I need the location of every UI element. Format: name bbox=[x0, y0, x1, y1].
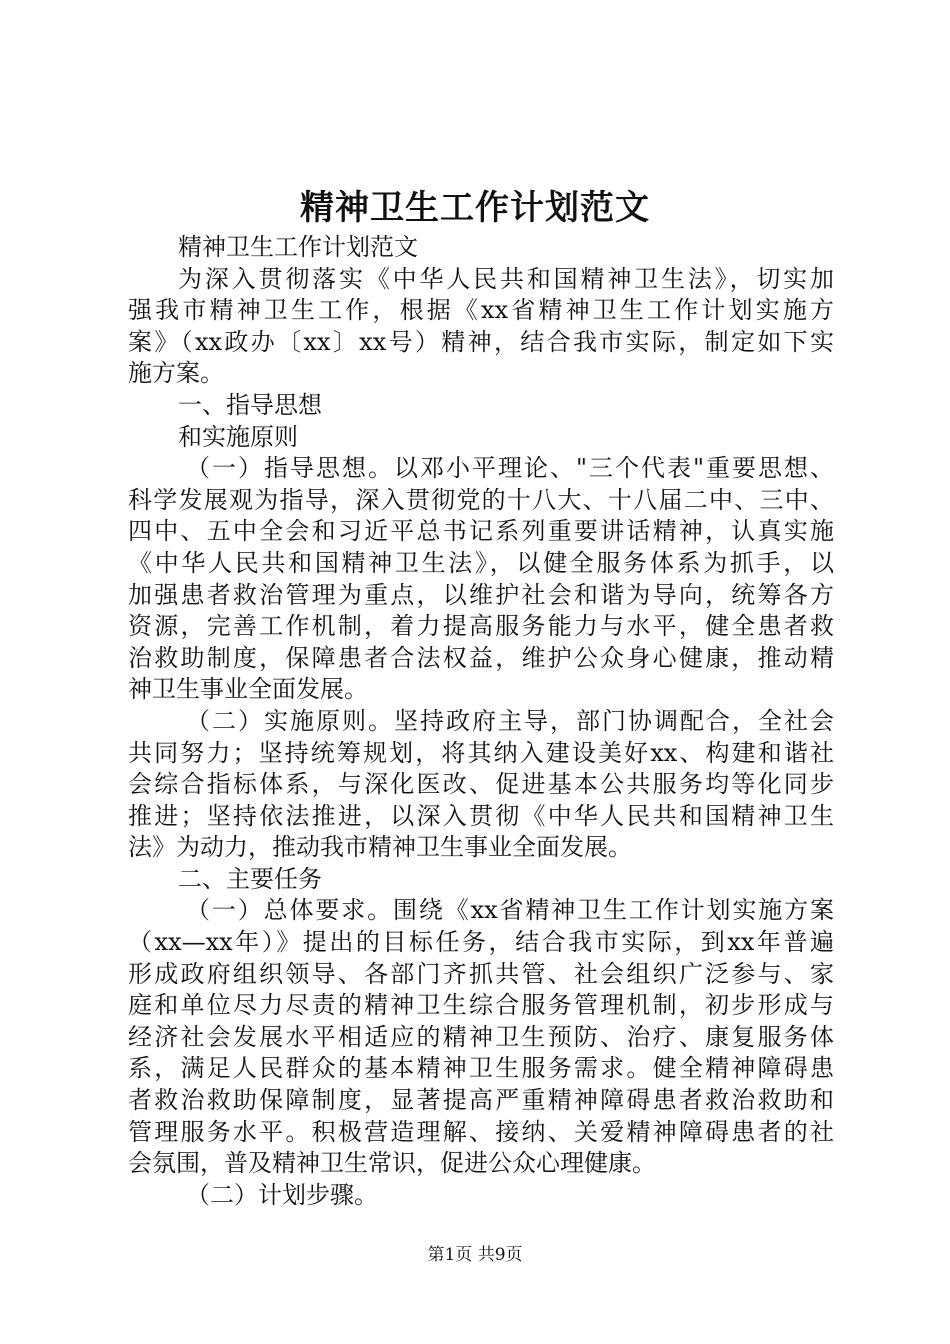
document-title: 精神卫生工作计划范文 bbox=[300, 188, 650, 228]
text-line: 会综合指标体系，与深化医改、促进基本公共服务均等化同步 bbox=[128, 770, 834, 799]
text-line: （一）总体要求。围绕《xx省精神卫生工作计划实施方案 bbox=[186, 896, 834, 925]
text-line: （二）计划步骤。 bbox=[186, 1180, 378, 1209]
text-line: 精神卫生工作计划范文 bbox=[178, 233, 418, 261]
text-line: 四中、五中全会和习近平总书记系列重要讲话精神，认真实施 bbox=[128, 517, 834, 546]
text-line: 会氛围，普及精神卫生常识，促进公众心理健康。 bbox=[128, 1149, 656, 1178]
section-heading: 和实施原则 bbox=[178, 422, 298, 451]
text-line: 资源，完善工作机制，着力提高服务能力与水平，健全患者救 bbox=[128, 612, 834, 641]
text-line: 加强患者救治管理为重点，以维护社会和谐为导向，统筹各方 bbox=[128, 580, 834, 609]
text-line: （一）指导思想。以邓小平理论、"三个代表"重要思想、 bbox=[186, 454, 834, 483]
text-line: 系，满足人民群众的基本精神卫生服务需求。健全精神障碍患 bbox=[128, 1054, 834, 1083]
text-line: 神卫生事业全面发展。 bbox=[128, 675, 368, 704]
text-line: 科学发展观为指导，深入贯彻党的十八大、十八届二中、三中、 bbox=[128, 485, 834, 514]
text-line: 《中华人民共和国精神卫生法》，以健全服务体系为抓手，以 bbox=[128, 548, 834, 577]
text-line: 共同努力；坚持统筹规划，将其纳入建设美好xx、构建和谐社 bbox=[128, 738, 834, 767]
text-line: 庭和单位尽力尽责的精神卫生综合服务管理机制，初步形成与 bbox=[128, 991, 834, 1020]
text-line: 案》（xx政办〔xx〕xx号）精神，结合我市实际，制定如下实 bbox=[128, 327, 834, 356]
text-line: 施方案。 bbox=[128, 359, 224, 388]
text-line: 强我市精神卫生工作，根据《xx省精神卫生工作计划实施方 bbox=[128, 296, 834, 325]
text-line: （xx—xx年）》提出的目标任务，结合我市实际，到xx年普遍 bbox=[128, 928, 834, 957]
document-body bbox=[128, 232, 834, 1211]
text-line: 形成政府组织领导、各部门齐抓共管、社会组织广泛参与、家 bbox=[128, 959, 834, 988]
text-line: 经济社会发展水平相适应的精神卫生预防、治疗、康复服务体 bbox=[128, 1022, 834, 1051]
section-heading: 一、指导思想 bbox=[178, 390, 322, 419]
page-number: 第1页 共9页 bbox=[427, 1245, 523, 1265]
text-line: 法》为动力，推动我市精神卫生事业全面发展。 bbox=[128, 833, 632, 862]
text-line: 推进；坚持依法推进，以深入贯彻《中华人民共和国精神卫生 bbox=[128, 801, 834, 830]
section-heading: 二、主要任务 bbox=[178, 864, 322, 893]
text-line: 为深入贯彻落实《中华人民共和国精神卫生法》，切实加 bbox=[178, 264, 834, 293]
text-line: 治救助制度，保障患者合法权益，维护公众身心健康，推动精 bbox=[128, 643, 834, 672]
text-line: （二）实施原则。坚持政府主导，部门协调配合，全社会 bbox=[186, 706, 834, 735]
text-line: 管理服务水平。积极营造理解、接纳、关爱精神障碍患者的社 bbox=[128, 1117, 834, 1146]
text-line: 者救治救助保障制度，显著提高严重精神障碍患者救治救助和 bbox=[128, 1086, 834, 1115]
